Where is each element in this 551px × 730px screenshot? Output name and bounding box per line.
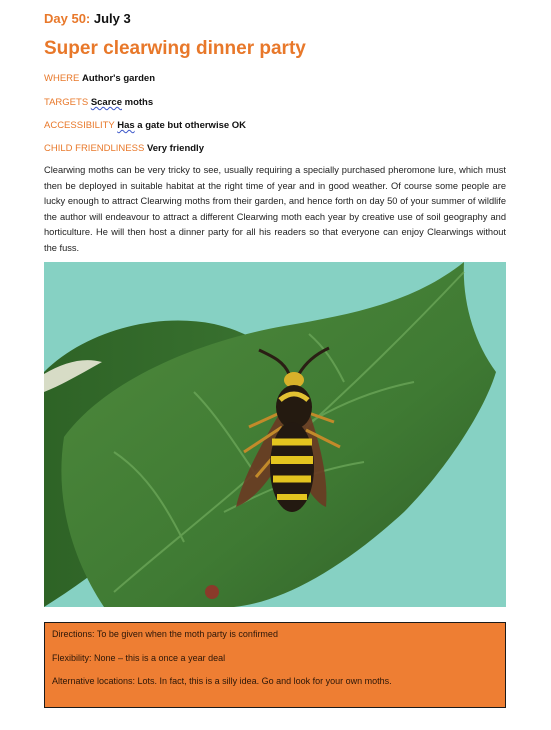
field-label: WHERE bbox=[44, 73, 80, 84]
field-value-rest: moths bbox=[121, 97, 154, 108]
alternatives-line: Alternative locations: Lots. In fact, this is a silly idea. Go and look for your own moths. bbox=[52, 676, 392, 686]
field-value bbox=[91, 97, 153, 108]
leaf-spot bbox=[205, 585, 219, 599]
day-line bbox=[44, 11, 131, 26]
flexibility-line: Flexibility: None – this is a once a year deal bbox=[52, 653, 226, 663]
body-paragraph: Clearwing moths can be very tricky to see, usually requiring a specially purchased pheromone lure, which must then be deployed in suitable habitat at the right time of year and in good weather. Of course some people are lucky enough to attract Clearwing moths from their garden, and hence forth on day 50 of your summer of wildlife the author will endeavour to attract a different Clearwing moth each year by creative use of soil geography and horticulture. He will then host a dinner party for all his readers so that everyone can enjoy Clearwings without the fuss. bbox=[44, 165, 506, 253]
field-value bbox=[117, 120, 246, 131]
field-value: Very friendly bbox=[146, 143, 204, 154]
field-value: Author's garden bbox=[82, 73, 156, 84]
spellcheck-word: Has bbox=[117, 120, 135, 131]
field-targets bbox=[44, 97, 153, 108]
spellcheck-word: Scarce bbox=[90, 97, 122, 108]
field-accessibility bbox=[44, 120, 246, 131]
day-separator: : bbox=[85, 11, 91, 26]
field-value-rest: a gate but otherwise OK bbox=[134, 120, 247, 131]
field-label: ACCESSIBILITY bbox=[44, 120, 115, 131]
info-box bbox=[44, 622, 506, 708]
field-label: TARGETS bbox=[44, 97, 89, 108]
field-label: CHILD FRIENDLINESS bbox=[44, 143, 145, 154]
directions-line: Directions: To be given when the moth party is confirmed bbox=[52, 629, 278, 639]
day-number: Day 50 bbox=[44, 11, 86, 26]
day-date: July 3 bbox=[90, 11, 131, 26]
field-where bbox=[44, 73, 155, 84]
moth-photo bbox=[44, 262, 506, 607]
page-title: Super clearwing dinner party bbox=[44, 38, 306, 59]
field-child-friendliness bbox=[44, 143, 204, 154]
moth-photo-illustration bbox=[44, 262, 506, 607]
